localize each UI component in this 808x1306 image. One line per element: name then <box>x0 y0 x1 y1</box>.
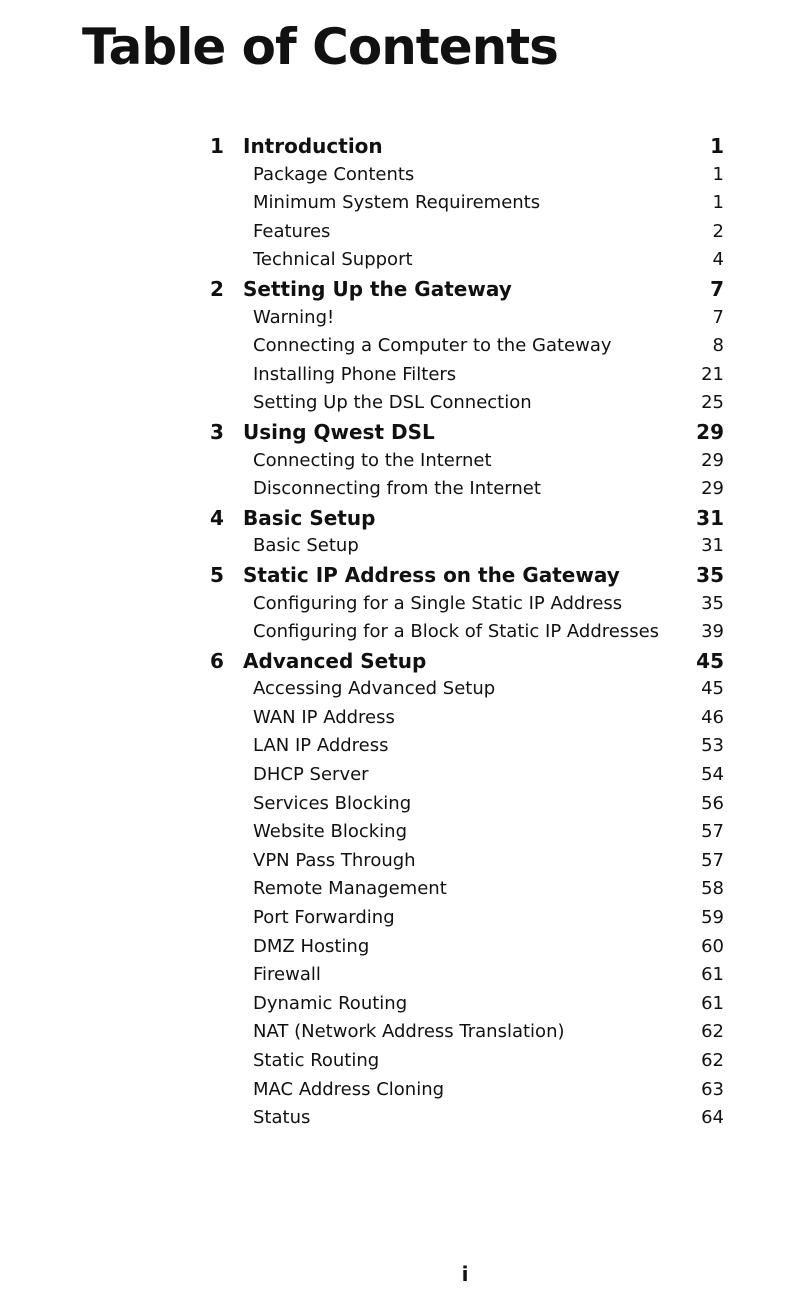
section-page: 62 <box>701 1021 724 1043</box>
chapter-title: Introduction <box>243 134 383 158</box>
section-title: Status <box>253 1107 311 1129</box>
toc-section-row[interactable] <box>210 532 724 561</box>
chapter-title: Using Qwest DSL <box>243 419 435 444</box>
table-of-contents <box>210 132 724 1133</box>
section-title: NAT (Network Address Translation) <box>253 1021 565 1043</box>
chapter-page: 29 <box>696 419 724 444</box>
toc-chapter-row[interactable] <box>210 418 724 447</box>
section-page: 53 <box>701 735 724 757</box>
chapter-page: 35 <box>696 562 724 587</box>
toc-section-row[interactable] <box>210 961 724 990</box>
toc-section-row[interactable] <box>210 1104 724 1133</box>
toc-section-row[interactable] <box>210 933 724 962</box>
toc-section-row[interactable] <box>210 161 724 190</box>
toc-section-row[interactable] <box>210 847 724 876</box>
chapter-title: Advanced Setup <box>243 648 427 673</box>
section-title: Configuring for a Single Static IP Address <box>253 592 623 614</box>
section-page: 61 <box>701 964 724 986</box>
section-page: 29 <box>701 478 724 500</box>
chapter-page: 1 <box>710 134 724 158</box>
toc-section-row[interactable] <box>210 389 724 418</box>
section-title: Connecting to the Internet <box>253 449 492 471</box>
page-title: Table of Contents <box>82 18 558 76</box>
toc-section-row[interactable] <box>210 904 724 933</box>
section-page: 45 <box>701 678 724 700</box>
section-page: 57 <box>701 821 724 843</box>
chapter-page: 7 <box>710 276 724 301</box>
toc-section-row[interactable] <box>210 361 724 390</box>
section-title: Installing Phone Filters <box>253 363 457 385</box>
section-page: 57 <box>701 849 724 871</box>
section-page: 62 <box>701 1050 724 1071</box>
section-page: 31 <box>701 535 724 557</box>
chapter-title: Basic Setup <box>243 505 376 530</box>
section-title: Services Blocking <box>253 792 412 814</box>
toc-section-row[interactable] <box>210 704 724 733</box>
section-title: LAN IP Address <box>253 735 389 757</box>
section-title: Firewall <box>253 964 321 986</box>
section-page: 64 <box>701 1107 724 1129</box>
section-page: 2 <box>712 220 724 242</box>
section-page: 46 <box>701 706 724 728</box>
section-page: 21 <box>701 363 724 385</box>
section-title: Package Contents <box>253 163 415 185</box>
chapter-number: 2 <box>210 276 224 301</box>
toc-section-row[interactable] <box>210 790 724 819</box>
toc-section-row[interactable] <box>210 618 724 647</box>
toc-section-row[interactable] <box>210 246 724 275</box>
section-page: 59 <box>701 907 724 929</box>
page-number: i <box>461 1262 469 1286</box>
section-page: 63 <box>701 1078 724 1100</box>
section-title: Port Forwarding <box>253 907 395 929</box>
section-title: Technical Support <box>253 249 413 271</box>
section-title: WAN IP Address <box>253 706 395 728</box>
section-page: 56 <box>701 792 724 814</box>
toc-chapter-row[interactable] <box>210 561 724 590</box>
section-title: DMZ Hosting <box>253 935 370 957</box>
section-page: 4 <box>712 249 724 271</box>
toc-section-row[interactable] <box>210 675 724 704</box>
toc-section-row[interactable] <box>210 732 724 761</box>
section-page: 25 <box>701 392 724 414</box>
toc-chapter-row[interactable] <box>210 275 724 304</box>
section-page: 61 <box>701 992 724 1014</box>
chapter-number: 1 <box>210 134 224 158</box>
toc-section-row[interactable] <box>210 475 724 504</box>
toc-section-row[interactable] <box>210 875 724 904</box>
section-page: 58 <box>701 878 724 900</box>
section-page: 1 <box>712 192 724 214</box>
chapter-page: 31 <box>696 505 724 530</box>
toc-section-row[interactable] <box>210 447 724 476</box>
chapter-title: Setting Up the Gateway <box>243 276 512 301</box>
chapter-number: 5 <box>210 562 224 587</box>
chapter-number: 6 <box>210 648 224 673</box>
section-page: 60 <box>701 935 724 957</box>
section-title: Features <box>253 220 331 242</box>
toc-section-row[interactable] <box>210 761 724 790</box>
toc-section-row[interactable] <box>210 1047 724 1076</box>
section-page: 35 <box>701 592 724 614</box>
section-page: 1 <box>712 163 724 185</box>
toc-section-row[interactable] <box>210 990 724 1019</box>
chapter-title: Static IP Address on the Gateway <box>243 562 620 587</box>
section-title: Remote Management <box>253 878 447 900</box>
section-page: 8 <box>712 335 724 357</box>
section-page: 54 <box>701 764 724 786</box>
section-title: Configuring for a Block of Static IP Addresses <box>253 621 660 643</box>
section-title: Disconnecting from the Internet <box>253 478 541 500</box>
chapter-number: 4 <box>210 505 224 530</box>
section-title: Warning! <box>253 306 335 328</box>
section-title: Connecting a Computer to the Gateway <box>253 335 612 357</box>
section-page: 7 <box>712 306 724 328</box>
toc-section-row[interactable] <box>210 332 724 361</box>
section-title: Accessing Advanced Setup <box>253 678 496 700</box>
toc-section-row[interactable] <box>210 818 724 847</box>
section-title: DHCP Server <box>253 764 369 786</box>
toc-section-row[interactable] <box>210 189 724 218</box>
toc-section-row[interactable] <box>210 1018 724 1047</box>
section-title: Static Routing <box>253 1050 380 1071</box>
toc-chapter-row[interactable] <box>210 504 724 533</box>
chapter-page: 45 <box>696 648 724 673</box>
toc-chapter-row[interactable] <box>210 132 724 161</box>
toc-section-row[interactable] <box>210 590 724 619</box>
section-title: Setting Up the DSL Connection <box>253 392 532 414</box>
section-title: Basic Setup <box>253 535 359 557</box>
chapter-number: 3 <box>210 419 224 444</box>
section-title: Website Blocking <box>253 821 407 843</box>
section-page: 29 <box>701 449 724 471</box>
section-title: Minimum System Requirements <box>253 192 541 214</box>
toc-section-row[interactable] <box>210 218 724 247</box>
section-title: VPN Pass Through <box>253 849 416 871</box>
toc-section-row[interactable] <box>210 304 724 333</box>
toc-chapter-row[interactable] <box>210 647 724 676</box>
section-title: MAC Address Cloning <box>253 1078 445 1100</box>
toc-section-row[interactable] <box>210 1076 724 1105</box>
section-page: 39 <box>701 621 724 643</box>
section-title: Dynamic Routing <box>253 992 408 1014</box>
